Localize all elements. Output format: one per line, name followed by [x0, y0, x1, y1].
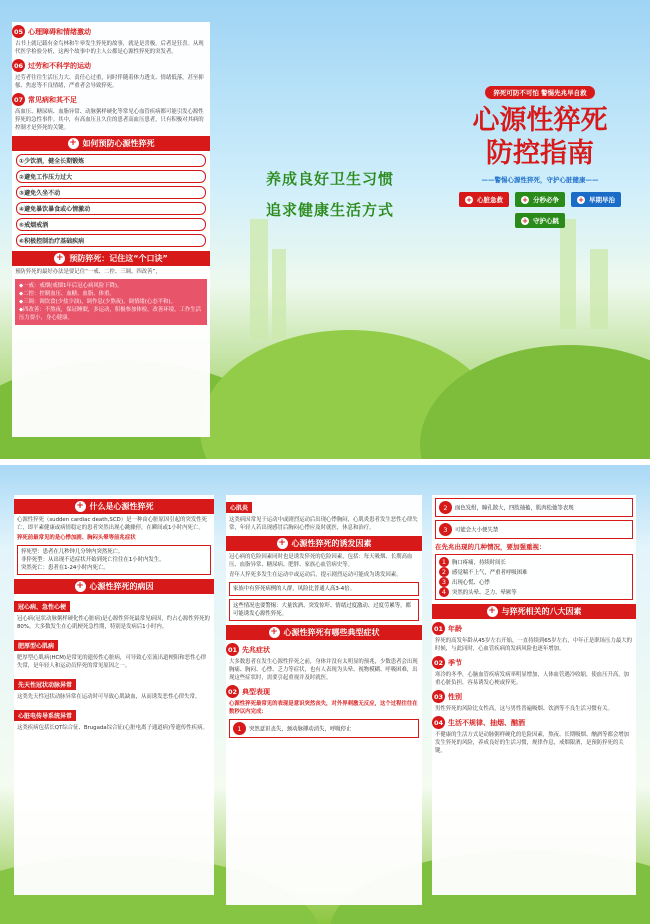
plus-icon: +	[522, 216, 528, 225]
tag-guard-heartbeat: + 守护心跳	[515, 213, 565, 228]
cause-1-text: 冠心病(冠状动脉粥样硬化性心脏病)是心源性猝死最常见病因，约占心源性猝死的80%，大多数发生在心肌梗死急性期，特别是发病后1小时内。	[17, 616, 210, 630]
trigger-heading: + 心源性猝死的诱发因素	[226, 536, 422, 551]
slogan-line-2: 追求健康生活方式	[265, 201, 394, 219]
prevent-item: ①少饮酒，健全长期锻炼	[16, 154, 206, 167]
prevent-item: ⑤戒烟戒酒	[16, 218, 206, 231]
slogan-block	[230, 168, 430, 220]
factor-01: 01 年龄	[432, 622, 636, 635]
symptom-02: 02 典型表现	[226, 685, 422, 698]
number-3-icon: 3	[439, 523, 452, 536]
symptom-02-item: 1 突然意识丧失，颈动脉搏动消失，呼吸停止	[229, 719, 419, 738]
symptom-02-text: 心源性猝死最常见的表现是意识突然丧失，对外界刺激无反应，这个过程往往在数秒以内完成：	[229, 701, 418, 715]
kinds-box: 猝死型：患者在几秒钟几分钟内突然死亡。 非猝死型：从出现不适症状开始到死亡往往在1小时内发生。 突然死亡：患者在1-24小时内死亡。	[17, 545, 211, 575]
cause-2-text: 肥厚型心肌病(HCM)是常见的遗传性心脏病，可导致心室流出道梗阻和恶性心律失常，是年轻人和运动员猝死的常见原因之一。	[17, 655, 207, 669]
warning-list	[435, 554, 633, 600]
plus-icon: +	[55, 253, 64, 263]
number-2-icon: 2	[439, 501, 452, 514]
what-text: 心源性猝死（sudden cardiac death,SCD）是一种由心脏原因引起的突发性死亡，即平素健康或病情稳定的患者突然出现心跳骤停，在瞬间或1小时内死亡。	[17, 517, 208, 531]
myocarditis-label: 心肌炎	[226, 502, 252, 513]
cause-3-label: 先天性冠状动脉异常	[14, 679, 76, 690]
building	[272, 249, 286, 339]
symptom-item-2: 2 面色发绀，瞳孔散大，四肢抽搐，肌肉松弛等表现	[435, 498, 633, 517]
what-heading: + 什么是心源性猝死	[14, 499, 214, 514]
building	[560, 219, 576, 329]
prevent-list	[12, 154, 210, 247]
cause-2-label: 肥厚型心肌病	[14, 640, 58, 651]
prevent-heading: + 如何预防心源性猝死	[12, 136, 210, 151]
plus-icon: +	[278, 538, 286, 548]
plus-icon: +	[270, 627, 278, 637]
symptom-01-text: 大多数患者在发生心源性猝死之前，身体并没有太明显的预兆，少数患者会出现胸痛、胸闷、心悸、乏力等症状，也有人表现为头晕、视物模糊、呼吸困难，出现这些症状时，需要引起重视并及时就医。	[229, 659, 418, 681]
cause-1-label: 冠心病、急性心梗	[14, 601, 70, 612]
trigger-text-2: 青年人猝死多发生在运动中或运动后，提示剧烈运动可能成为诱发因素。	[229, 572, 402, 578]
plus-icon: +	[488, 606, 496, 616]
warning-title: 在先兆出现的几种情况，要加强重视：	[435, 543, 546, 551]
warning-item: 3 出现心慌、心悸	[439, 577, 629, 587]
factor-01-text: 猝死的高发年龄从45岁左右开始，一直持续到65岁左右，中年正是职场压力最大的时候，与此同时，心血管疾病的发病风险也逐年增加。	[435, 638, 633, 652]
symptom-item-3: 3 可能会大小便失禁	[435, 520, 633, 539]
plus-icon: +	[522, 195, 528, 204]
prevent-item: ③避免久坐不动	[16, 186, 206, 199]
factor-02-text: 寒冷的冬季，心脑血管疾病发病率明显增加，人体血管遇冷收缩，使血压升高，加重心脏负担，容易诱发心梗或猝死。	[435, 672, 630, 686]
cover-title-1: 心源性猝死	[472, 105, 608, 136]
plus-icon: +	[69, 138, 77, 148]
warning-item: 4 突然的头晕、乏力、晕厥等	[439, 587, 629, 597]
section-06-text: 过劳者往往生活压力大、责任心过重，同时伴随着体力透支、情绪低落，甚至抑郁、焦虑等不良情绪，严重者会导致猝死。	[15, 75, 204, 89]
plus-icon: +	[76, 581, 84, 591]
sheet-back	[0, 465, 650, 924]
what-warning: 猝死前最常见的是心悸加剧、胸闷头晕等前兆症状	[17, 535, 136, 541]
plus-icon: +	[578, 195, 584, 204]
col3-panel	[432, 495, 636, 895]
factor-03: 03 性别	[432, 690, 636, 703]
section-07-text: 高血压、糖尿病、血脂异常、动脉粥样硬化等常见心血管疾病都可能引发心源性猝死的急性事件。其中，有高血压且久住的患者高血压患者，只有积极对其病的控制才是猝死的关键。	[15, 109, 204, 131]
prevent-item: ②避免工作压力过大	[16, 170, 206, 183]
cause-4-label: 心脏电传导系统异常	[14, 710, 76, 721]
building	[250, 219, 268, 339]
trigger-note-2: 这些情况也要警惕：大量饮酒、突发惊吓、情绪过度激动、过度劳累等，都可能诱发心源性猝死。	[229, 599, 419, 621]
left-panel	[12, 22, 210, 437]
warning-item: 1 胸口疼痛，持续时间长	[439, 557, 629, 567]
factor-04-text: 不健康的生活方式是动脉粥样硬化的危险因素，熬夜、长期吸烟、酗酒等都会增加发生猝死的风险，养成良好的生活习惯，规律作息，戒烟限酒，是预防猝死的关键。	[435, 732, 630, 754]
cover-kicker: 猝死可防不可怕 警惕先兆早自救	[485, 86, 594, 99]
tag-early-treat: + 早期早治	[571, 192, 621, 207]
factor-03-text: 男性猝死的风险比女性高，这与男性普遍吸烟、饮酒等不良生活习惯有关。	[435, 706, 613, 712]
col2-panel	[226, 495, 422, 905]
eight-heading: + 与猝死相关的八大因素	[432, 604, 636, 619]
prevent-item: ④避免暴饮暴食或心情激动	[16, 202, 206, 215]
warning-item: 2 感觉喘不上气，严重者呼吸困难	[439, 567, 629, 577]
building	[590, 249, 608, 329]
sheet-front	[0, 0, 650, 459]
plus-icon: +	[76, 501, 84, 511]
section-05: 05 心理障碍和情绪激动	[12, 25, 210, 38]
cover-title-2: 防控指南	[486, 138, 594, 169]
factor-04: 04 生活不规律、抽烟、酗酒	[432, 716, 636, 729]
cause-heading: + 心源性猝死的病因	[14, 579, 214, 594]
remember-intro: 预防猝死的最好办法是要记住“一戒、二控、三调、四改善”，	[15, 269, 161, 275]
col1-panel	[14, 495, 214, 895]
cause-4-text: 这类疾病包括长QT综合征、Brugada综合征(心脏电离子通道病)等遗传性疾病。	[17, 725, 208, 731]
myocarditis-text: 这类病因常见于运动中或剧烈运动后出现心悸胸闷，心肌炎患者发生恶性心律失常，年轻人若出现感冒后胸闷心悸应及时就医，休息和治疗。	[229, 517, 418, 531]
section-06: 06 过劳和不科学的运动	[12, 59, 210, 72]
symptom-01: 01 先兆症状	[226, 643, 422, 656]
section-07: 07 常见病和其不足	[12, 93, 210, 106]
remember-box: ◆一戒：戒烟(戒烟1年后冠心病风险下降)。 ◆二控：控制血压、血糖、血脂、体重。 ◆三调：调饮食(少盐少油)，调作息(少熬夜)，调情绪(心态平和)。 ◆四改善：不熬夜，保证睡眠，多运动，积极参加体检，改善环境，工作生活压力要小，身心健康。	[15, 279, 207, 325]
remember-heading: + 预防猝死：记住这“个口诀”	[12, 251, 210, 266]
trigger-note: 家族中有猝死病例的人群，风险比普通人高3-4倍。	[229, 582, 419, 596]
tag-heart-aid: + 心脏急救	[459, 192, 509, 207]
section-05-text: 古书上就记载有金鸟林和牛皋发生猝死的故事，就是是喜极，后者是狂喜。从现代医学检验分析，这两个故事中的主人公都是心源性猝死的突发者。	[15, 41, 204, 55]
factor-02: 02 季节	[432, 656, 636, 669]
number-1-icon: 1	[233, 722, 246, 735]
cause-3-text: 这类先天性冠状动脉异常在运动时可导致心肌缺血，从而诱发恶性心律失常。	[17, 694, 201, 700]
cover-block	[440, 80, 640, 228]
cover-tags	[440, 192, 640, 228]
cover-subtitle: ——警惕心源性猝死，守护心脏健康——	[481, 176, 599, 184]
symptom-heading: + 心源性猝死有哪些典型症状	[226, 625, 422, 640]
plus-icon: +	[466, 195, 472, 204]
tag-every-second: + 分秒必争	[515, 192, 565, 207]
trigger-text: 冠心病的危险因素同时也是诱发猝死的危险因素，包括：每天吸烟、长期高血压、血脂异常、糖尿病、肥胖、家族心血管病史等。	[229, 554, 413, 568]
prevent-item: ⑥积极控制治疗基础疾病	[16, 234, 206, 247]
slogan-line-1: 养成良好卫生习惯	[265, 170, 394, 188]
